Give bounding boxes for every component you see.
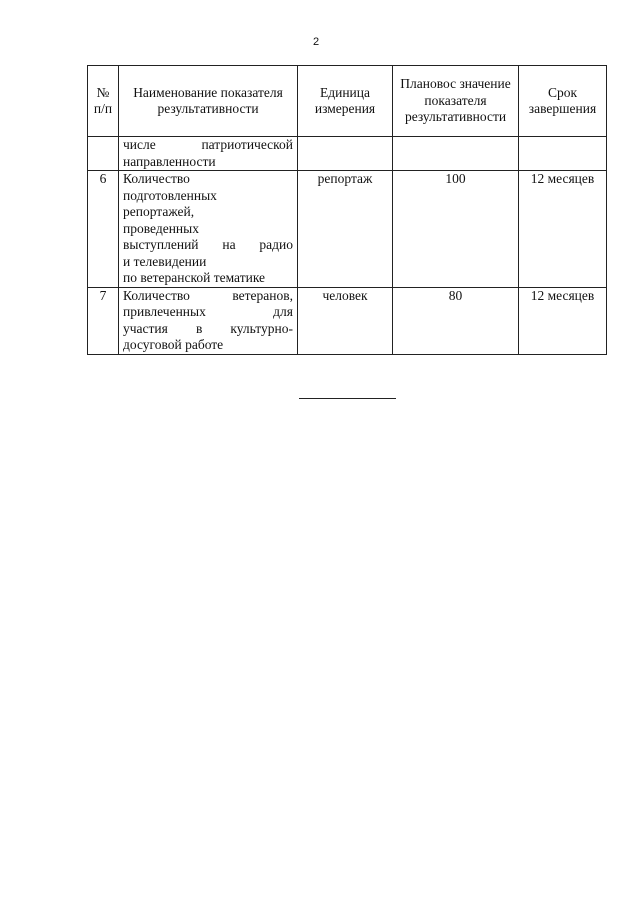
name-line-part: участия xyxy=(123,320,168,336)
name-line-part: числе xyxy=(123,137,156,152)
row-num xyxy=(88,137,119,171)
name-line-part: радио xyxy=(259,237,293,252)
name-line xyxy=(123,288,293,305)
name-line xyxy=(123,321,293,338)
table-row xyxy=(88,171,607,288)
row-num: 6 xyxy=(88,171,119,288)
name-line-part: выступлений xyxy=(123,237,199,252)
indicators-table xyxy=(87,65,607,355)
header-unit: Единица измерения xyxy=(298,66,393,137)
name-line: репортажей, xyxy=(123,204,195,219)
row-num: 7 xyxy=(88,287,119,354)
row-value: 80 xyxy=(393,287,519,354)
name-line: по ветеранской тематике xyxy=(123,270,266,285)
name-line xyxy=(123,304,293,321)
name-line-part: в xyxy=(195,320,203,336)
row-unit xyxy=(298,137,393,171)
table-header-row xyxy=(88,66,607,137)
name-line-part: на xyxy=(222,237,236,252)
name-line: проведенных xyxy=(123,220,199,236)
row-name xyxy=(119,287,298,354)
row-term xyxy=(519,137,607,171)
name-line: Количество xyxy=(123,171,190,186)
row-unit: репортаж xyxy=(298,171,393,288)
name-line xyxy=(123,237,293,254)
name-line: подготовленных xyxy=(123,187,217,203)
page-number: 2 xyxy=(312,36,320,48)
name-line xyxy=(123,137,293,154)
closing-rule xyxy=(299,398,396,399)
header-term: Срок завершения xyxy=(519,66,607,137)
header-plan: Плановос значение показателя результативности xyxy=(393,66,519,137)
name-line-part: патриотической xyxy=(201,137,293,152)
header-name: Наименование показателя результативности xyxy=(119,66,298,137)
name-line-part: культурно- xyxy=(230,320,293,336)
header-num: № п/п xyxy=(88,66,119,137)
table-row xyxy=(88,137,607,171)
name-line-part: ветеранов, xyxy=(232,287,293,303)
name-line: досуговой работе xyxy=(123,337,224,352)
row-name xyxy=(119,137,298,171)
row-name xyxy=(119,171,298,288)
row-term: 12 месяцев xyxy=(519,171,607,288)
name-line: и телевидении xyxy=(123,253,207,269)
name-line-part: Количество xyxy=(123,287,190,303)
row-unit: человек xyxy=(298,287,393,354)
name-line: направленности xyxy=(123,153,216,169)
name-line-part: для xyxy=(273,304,293,319)
table-row xyxy=(88,287,607,354)
row-value xyxy=(393,137,519,171)
row-value: 100 xyxy=(393,171,519,288)
row-term: 12 месяцев xyxy=(519,287,607,354)
name-line-part: привлеченных xyxy=(123,304,206,319)
